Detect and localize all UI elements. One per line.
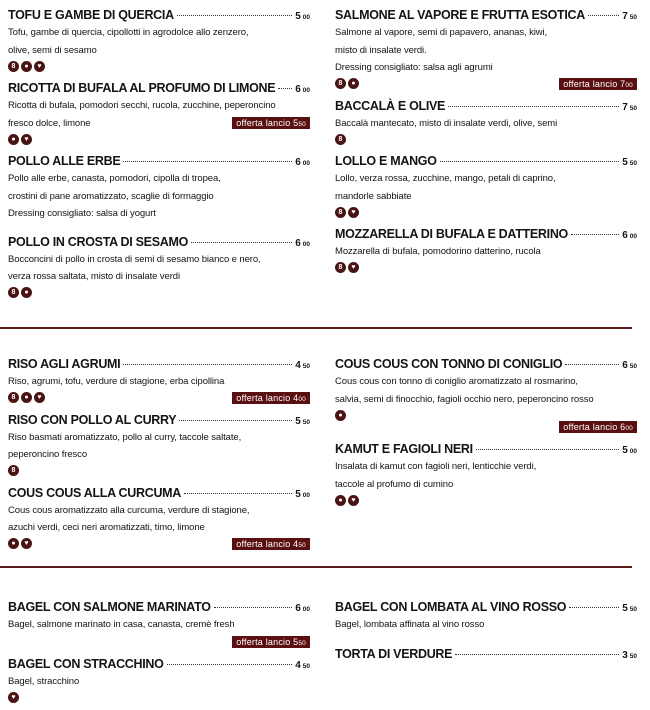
menu-item-name: TOFU E GAMBE DI QUERCIA [8, 8, 174, 22]
dot-leader [179, 420, 292, 421]
menu-item-price [295, 8, 310, 27]
menu-item-description [8, 616, 310, 634]
price-cents: 00 [629, 233, 637, 240]
offer-badge [559, 421, 637, 433]
price-cents: 50 [629, 14, 637, 21]
price-units: 5 [622, 445, 628, 456]
heart-icon: ♥ [348, 207, 359, 218]
description-line: azuchi verdi, ceci neri aromatizzati, timo, limone [8, 522, 205, 533]
menu-item-description [335, 616, 637, 634]
dot-leader [476, 449, 619, 450]
drop-icon: ● [348, 78, 359, 89]
price-units: 5 [295, 415, 301, 427]
menu-item [8, 484, 310, 551]
dietary-icons-row [335, 261, 637, 275]
price-cents: 50 [629, 652, 637, 660]
menu-item-description [8, 251, 310, 269]
price-units: 3 [622, 649, 628, 661]
menu-item-title-row [335, 225, 637, 243]
menu-item-title-row [335, 440, 637, 458]
menu-item-description [8, 170, 310, 188]
price-cents: 00 [302, 491, 310, 499]
offer-cents: 00 [298, 395, 306, 403]
description-line: Riso basmati aromatizzato, pollo al curry, taccole saltate, [8, 431, 242, 443]
dietary-icons-row [8, 391, 310, 405]
bottle-icon: 8 [8, 287, 19, 298]
menu-item-title-row [8, 152, 310, 170]
heart-icon: ♥ [348, 495, 359, 506]
description-line: Bagel, stracchino [8, 675, 80, 687]
menu-item [8, 355, 310, 405]
price-units: 6 [622, 230, 628, 241]
dot-leader [184, 493, 292, 494]
offer-price: 6 [620, 422, 626, 432]
description-line: Salmone al vapore, semi di papavero, ananas, kiwi, [335, 27, 548, 38]
dietary-icons-row [335, 205, 637, 219]
menu-item-price [295, 357, 310, 376]
menu-item-name: KAMUT E FAGIOLI NERI [335, 442, 473, 456]
menu-item [335, 355, 637, 434]
menu-item [8, 6, 310, 73]
dot-leader [177, 15, 292, 16]
menu-item [335, 440, 637, 507]
offer-cents: 50 [298, 639, 306, 647]
menu-item-title-row [335, 6, 637, 24]
description-line: peperoncino fresco [8, 449, 88, 460]
price-cents: 00 [302, 87, 310, 94]
bottle-icon: 8 [8, 392, 19, 403]
heart-icon: ♥ [21, 134, 32, 145]
menu-item-name: BAGEL CON STRACCHINO [8, 656, 164, 671]
drop-icon: ● [21, 287, 32, 298]
menu-item-price [622, 600, 637, 619]
drop-icon: ● [8, 538, 19, 549]
price-cents: 00 [629, 448, 637, 455]
menu-item-description [335, 170, 637, 188]
dietary-icons [8, 287, 32, 298]
heart-icon: ♥ [21, 538, 32, 549]
dot-leader [191, 242, 292, 243]
dietary-icons [335, 495, 359, 506]
dietary-icons [335, 78, 359, 89]
menu-item-name: POLLO ALLE ERBE [8, 154, 121, 168]
description-line: Bagel, salmone marinato in casa, canasta, cremè fresh [8, 619, 235, 630]
menu-item-title-row [335, 598, 637, 616]
dot-leader [565, 364, 619, 365]
price-units: 7 [622, 101, 628, 113]
menu-item-title-row [8, 484, 310, 502]
menu-column-right [335, 349, 637, 513]
menu-item-description [8, 268, 310, 286]
menu-item-description [8, 373, 310, 391]
description-line: Cous cous aromatizzato alla curcuma, verdure di stagione, [8, 504, 250, 516]
menu-item [8, 152, 310, 223]
offer-row [8, 635, 310, 649]
dot-leader [448, 106, 619, 107]
menu-item-name: RISO AGLI AGRUMI [8, 357, 121, 371]
offer-price: 4 [293, 392, 299, 403]
menu-item-price [622, 154, 637, 173]
offer-badge [232, 636, 310, 648]
menu-item-name: MOZZARELLA DI BUFALA E DATTERINO [335, 227, 568, 241]
dot-leader [123, 364, 292, 365]
menu-item-price [622, 442, 637, 461]
description-line: Insalata di kamut con fagioli neri, lenticchie verdi, [335, 461, 537, 472]
menu-item [335, 645, 637, 663]
dot-leader [278, 88, 292, 89]
menu-item-description [8, 42, 310, 60]
menu-item [335, 598, 637, 634]
heart-icon: ♥ [348, 262, 359, 273]
dietary-icons [335, 207, 359, 218]
menu-item [335, 152, 637, 219]
dietary-icons-row [335, 77, 637, 91]
offer-badge [232, 117, 310, 129]
dietary-icons-row [8, 690, 310, 704]
dietary-icons-row [8, 286, 310, 300]
menu-item-title-row [8, 79, 310, 97]
price-cents: 50 [302, 662, 310, 670]
drop-icon: ● [21, 61, 32, 72]
menu-item-title-row [8, 411, 310, 429]
menu-item-name: POLLO IN CROSTA DI SESAMO [8, 234, 189, 249]
menu-item [8, 233, 310, 300]
menu-item-description [8, 115, 310, 133]
menu-item-description [335, 24, 637, 42]
offer-badge [232, 392, 310, 404]
section-divider [0, 566, 632, 568]
dietary-icons [8, 134, 32, 145]
menu-item-description [335, 391, 637, 409]
menu-column-right [335, 592, 637, 669]
menu-column-left [8, 592, 310, 710]
price-cents: 00 [302, 606, 310, 613]
offer-badge [559, 78, 637, 90]
menu-item-title-row [335, 355, 637, 373]
dot-leader [455, 654, 619, 655]
price-cents: 50 [629, 104, 637, 112]
offer-label: offerta lancio [236, 118, 291, 129]
offer-label: offerta lancio [236, 538, 291, 549]
menu-item-description [335, 373, 637, 391]
description-line: Pollo alle erbe, canasta, pomodori, cipolla di tropea, [8, 173, 221, 184]
price-cents: 00 [302, 240, 310, 248]
price-units: 6 [295, 84, 301, 95]
dot-leader [123, 161, 292, 162]
dot-leader [588, 15, 619, 16]
description-line: Baccalà mantecato, misto di insalate verdi, olive, semi [335, 117, 558, 129]
dietary-icons-row [8, 132, 310, 146]
description-line: crostini di pane aromatizzato, scaglie di formaggio [8, 190, 214, 202]
menu-item-name: RISO CON POLLO AL CURRY [8, 412, 177, 427]
description-line: Mozzarella di bufala, pomodorino datterino, rucola [335, 246, 541, 257]
bottle-icon: 8 [335, 262, 346, 273]
description-line: Ricotta di bufala, pomodori secchi, rucola, zucchine, peperoncino [8, 100, 276, 111]
dietary-icons [8, 392, 45, 403]
description-line: mandorle sabbiate [335, 190, 412, 202]
menu-item-name: TORTA DI VERDURE [335, 646, 453, 661]
price-cents: 50 [629, 160, 637, 167]
menu-item-price [295, 81, 310, 100]
description-line: Riso, agrumi, tofu, verdure di stagione, erba cipollina [8, 376, 225, 387]
menu-item [8, 79, 310, 146]
menu-item-description [335, 188, 637, 206]
dietary-icons [8, 61, 45, 72]
price-units: 5 [622, 157, 628, 168]
menu-item-title-row [8, 6, 310, 24]
dot-leader [569, 607, 619, 608]
offer-cents: 50 [298, 541, 306, 549]
menu-item-title-row [8, 598, 310, 616]
menu-item-description [8, 446, 310, 464]
menu-item-name: RICOTTA DI BUFALA AL PROFUMO DI LIMONE [8, 81, 276, 95]
menu-item-name: BAGEL CON SALMONE MARINATO [8, 600, 211, 614]
offer-cents: 00 [625, 81, 633, 89]
menu-item-description [335, 243, 637, 261]
offer-price: 5 [293, 118, 299, 129]
price-cents: 00 [302, 160, 310, 167]
bottle-icon: 8 [335, 134, 346, 145]
menu-item-price [622, 227, 637, 246]
dietary-icons-row [335, 132, 637, 146]
menu-item-price [295, 413, 310, 432]
dietary-icons [8, 692, 19, 703]
menu-item-price [295, 235, 310, 254]
price-cents: 50 [302, 418, 310, 426]
menu-item-description [335, 458, 637, 476]
drop-icon: ● [21, 392, 32, 403]
menu-item [335, 6, 637, 91]
offer-badge [232, 538, 310, 550]
menu-item-price [295, 657, 310, 676]
description-line: taccole al profumo di cumino [335, 478, 454, 490]
menu-item-name: COUS COUS CON TONNO DI CONIGLIO [335, 357, 563, 371]
menu-item-title-row [335, 645, 637, 663]
menu-item [8, 655, 310, 705]
offer-label: offerta lancio [236, 636, 291, 647]
description-line: misto di insalate verdi. [335, 44, 427, 56]
description-line: Dressing consigliato: salsa agli agrumi [335, 62, 493, 73]
price-cents: 00 [302, 14, 310, 21]
menu-item [8, 598, 310, 649]
menu-item-title-row [8, 233, 310, 251]
dietary-icons-row [8, 59, 310, 73]
menu-item-title-row [8, 355, 310, 373]
offer-price: 5 [293, 636, 299, 647]
menu-item-description [8, 673, 310, 691]
heart-icon: ♥ [8, 692, 19, 703]
description-line: Bagel, lombata affinata al vino rosso [335, 619, 485, 630]
description-line: verza rossa saltata, misto di insalate verdi [8, 271, 180, 282]
drop-icon: ● [335, 410, 346, 421]
menu-item-description [8, 429, 310, 447]
drop-icon: ● [335, 495, 346, 506]
description-line: Dressing consigliato: salsa di yogurt [8, 208, 156, 219]
menu-item-price [295, 154, 310, 173]
menu-item [335, 97, 637, 147]
menu-item [8, 411, 310, 478]
description-line: Bocconcini di pollo in crosta di semi di sesamo bianco e nero, [8, 253, 261, 265]
section-divider [0, 327, 632, 329]
price-units: 6 [622, 360, 628, 371]
menu-item-price [295, 486, 310, 505]
menu-item-title-row [335, 152, 637, 170]
menu-item-description [8, 97, 310, 115]
offer-cents: 00 [625, 425, 633, 432]
heart-icon: ♥ [34, 61, 45, 72]
price-units: 4 [295, 659, 301, 671]
heart-icon: ♥ [34, 392, 45, 403]
menu-item-price [295, 600, 310, 619]
dot-leader [167, 664, 293, 665]
menu-item-description [8, 188, 310, 206]
description-line: salvia, semi di finocchio, fagioli occhio nero, peperoncino rosso [335, 393, 594, 405]
offer-price: 7 [620, 78, 626, 89]
dot-leader [571, 234, 619, 235]
menu-item-description [8, 502, 310, 520]
offer-label: offerta lancio [563, 422, 618, 432]
menu-item-name: LOLLO E MANGO [335, 154, 437, 168]
price-cents: 50 [629, 606, 637, 613]
menu-item-description [8, 24, 310, 42]
price-cents: 50 [302, 363, 310, 370]
menu-column-left [8, 0, 310, 306]
dietary-icons-row [8, 464, 310, 478]
price-units: 6 [295, 237, 301, 249]
menu-item-title-row [335, 97, 637, 115]
dot-leader [214, 607, 293, 608]
dietary-icons [335, 134, 346, 145]
menu-item-name: COUS COUS ALLA CURCUMA [8, 485, 182, 500]
dietary-icons-row [8, 537, 310, 551]
dietary-icons [335, 262, 359, 273]
dot-leader [440, 161, 620, 162]
description-line: fresco dolce, limone [8, 117, 91, 129]
menu-item-name: SALMONE AL VAPORE E FRUTTA ESOTICA [335, 8, 585, 22]
price-units: 5 [622, 603, 628, 614]
menu-item-description [335, 476, 637, 494]
menu-item-price [622, 357, 637, 376]
offer-row [335, 420, 637, 434]
menu-item-description [335, 115, 637, 133]
description-line: Tofu, gambe di quercia, cipollotti in agrodolce allo zenzero, [8, 27, 249, 38]
offer-label: offerta lancio [236, 392, 291, 403]
menu-column-right [335, 0, 637, 281]
menu-item-name: BACCALÀ E OLIVE [335, 98, 446, 113]
price-units: 5 [295, 488, 301, 500]
price-units: 4 [295, 360, 301, 371]
menu-item-price [622, 647, 637, 666]
menu-column-left [8, 349, 310, 557]
offer-price: 4 [293, 538, 299, 549]
menu-item-price [622, 8, 637, 27]
bottle-icon: 8 [335, 78, 346, 89]
menu-item-description [335, 42, 637, 60]
menu-item-price [622, 99, 637, 118]
bottle-icon: 8 [335, 207, 346, 218]
dietary-icons [8, 538, 32, 549]
menu-item-title-row [8, 655, 310, 673]
menu-item-name: BAGEL CON LOMBATA AL VINO ROSSO [335, 600, 567, 614]
description-line: olive, semi di sesamo [8, 44, 97, 56]
bottle-icon: 8 [8, 61, 19, 72]
menu-item-description [8, 205, 310, 223]
dietary-icons [8, 465, 19, 476]
offer-cents: 50 [298, 121, 306, 129]
bottle-icon: 8 [8, 465, 19, 476]
price-units: 6 [295, 603, 301, 614]
offer-label: offerta lancio [563, 78, 618, 89]
price-cents: 50 [629, 363, 637, 370]
description-line: Lollo, verza rossa, zucchine, mango, petali di caprino, [335, 173, 556, 184]
dietary-icons [335, 410, 346, 421]
price-units: 5 [295, 11, 301, 22]
description-line: Cous cous con tonno di coniglio aromatizzato al rosmarino, [335, 376, 578, 387]
price-units: 6 [295, 157, 301, 168]
menu-item-description [335, 59, 637, 77]
drop-icon: ● [8, 134, 19, 145]
dietary-icons-row [335, 493, 637, 507]
menu-item [335, 225, 637, 275]
price-units: 7 [622, 11, 628, 22]
menu-item-description [8, 519, 310, 537]
